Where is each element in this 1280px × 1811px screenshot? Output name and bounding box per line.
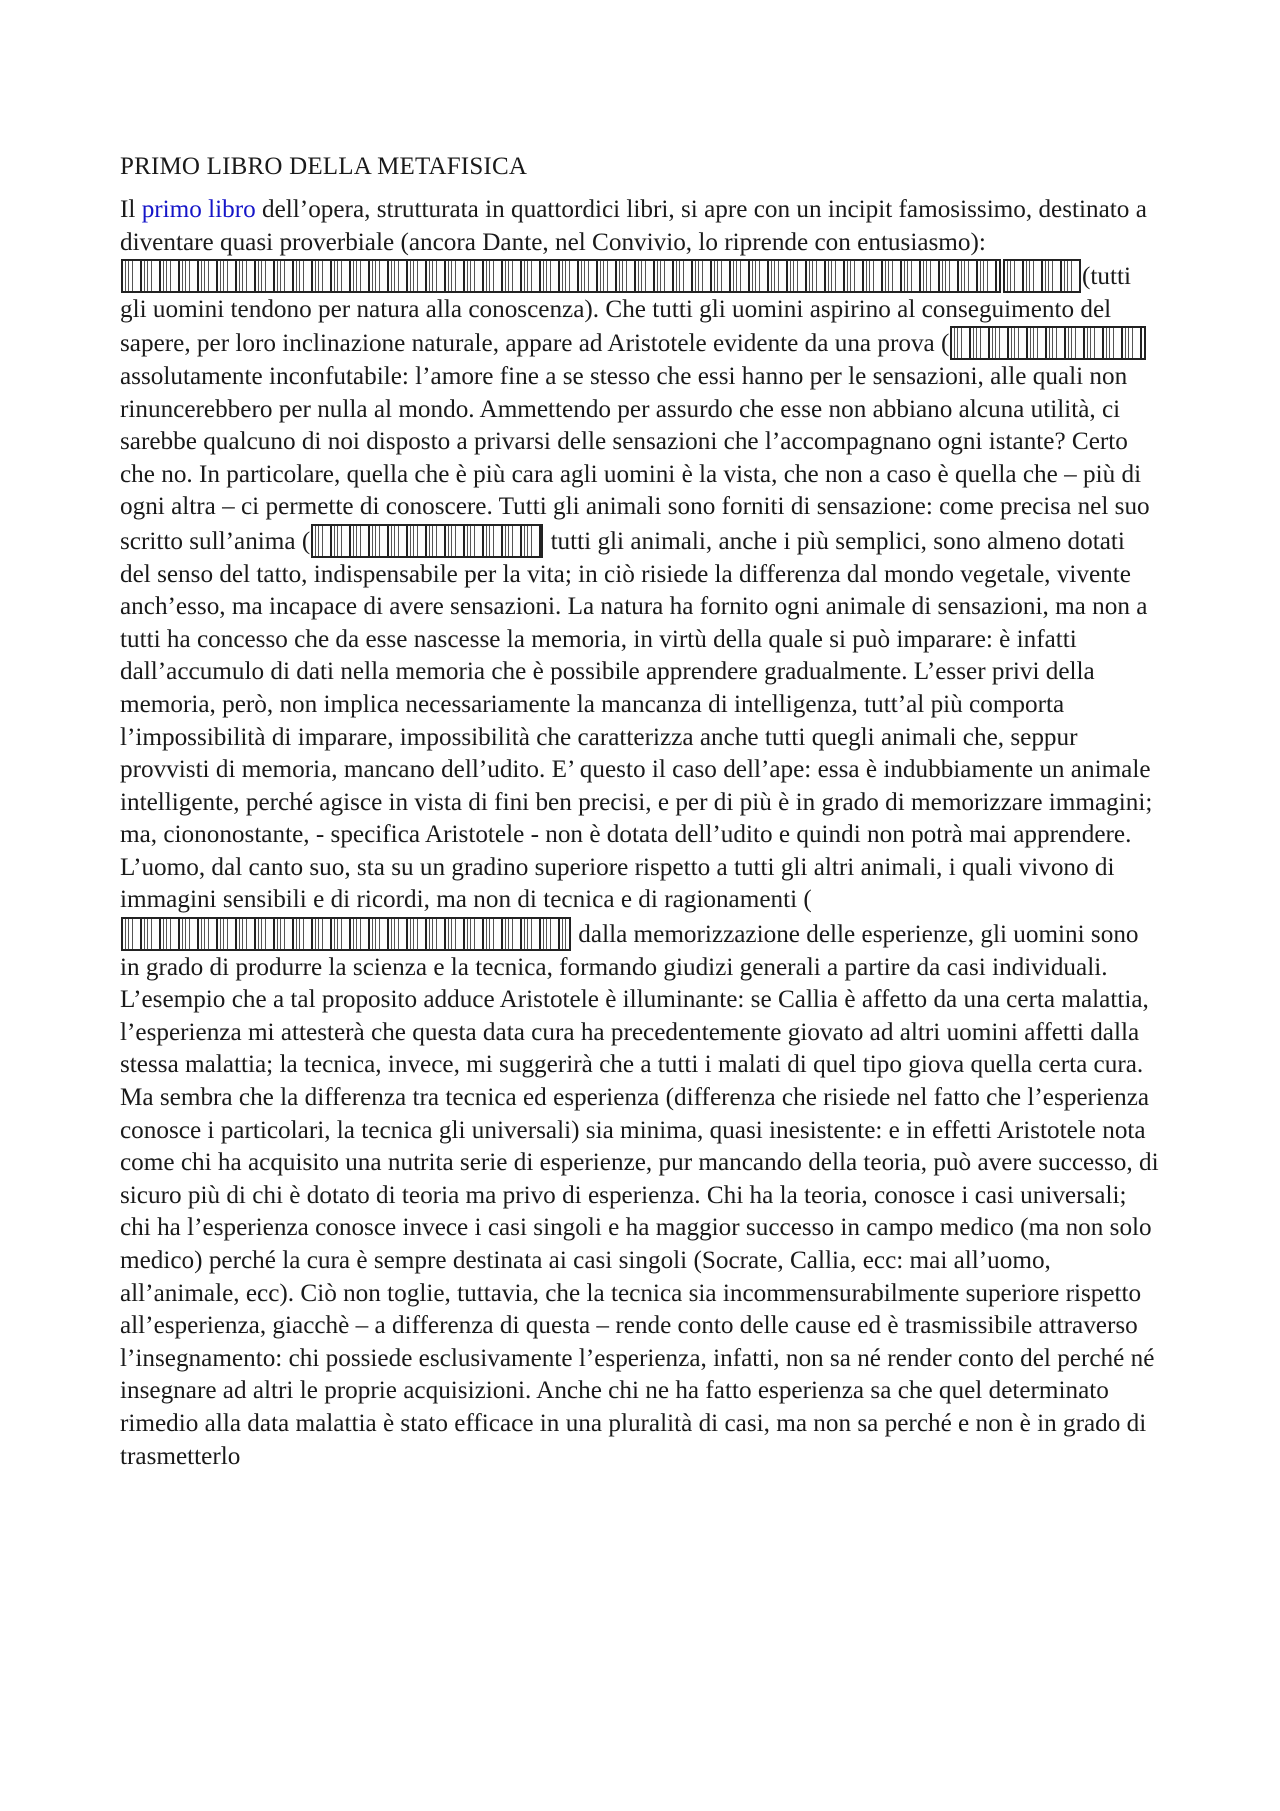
body-paragraph (120, 194, 1160, 1473)
text-run-4: tutti gli animali, anche i più semplici, sono almeno dotati del senso del tatto, indispensabile per la vita; in ciò risiede la differenza dal mondo vegetale, vivente anch’esso, ma incapace di avere sensazioni. La natura ha fornito ogni animale di sensazioni, ma non a tutti ha concesso che da esse nascesse la memoria, in virtù della quale si può imparare: è infatti dall’accumulo di dati nella memoria che è possibile apprendere gradualmente. L’esser privi della memoria, però, non implica necessariamente la mancanza di intelligenza, tutt’al più comporta l’impossibilità di imparare, impossibilità che caratterizza anche tutti quegli animali che, seppur provvisti di memoria, mancano dell’udito. E’ questo il caso dell’ape: essa è indubbiamente un animale intelligente, perché agisce in vista di fini ben precisi, e per di più è in grado di memorizzare immagini; ma, ciononostante, - specifica Aristotele - non è dotata dell’udito e quindi non potrà mai apprendere. L’uomo, dal canto suo, sta su un gradino superiore rispetto a tutti gli altri animali, i quali vivono di immagini sensibili e di ricordi, ma non di tecnica e di ragionamenti ( (120, 527, 1153, 914)
document-page (120, 150, 1160, 1473)
text-run-1: dell’opera, strutturata in quattordici libri, si apre con un incipit famosissimo, destinato a diventare quasi proverbiale (ancora Dante, nel Convivio, lo riprende con entusiasmo): (120, 196, 1147, 256)
missing-glyph-greek-quote-1 (121, 259, 1001, 293)
missing-glyph-greek-term-prova (950, 326, 1146, 360)
page-title: PRIMO LIBRO DELLA METAFISICA (120, 153, 528, 180)
missing-glyph-greek-term-tecnica (121, 917, 571, 951)
text-run-5: dalla memorizzazione delle esperienze, gli uomini sono in grado di produrre la scienza e la tecnica, formando giudizi generali a partire da casi individuali. L’esempio che a tal proposito adduce Aristotele è illuminante: se Callia è affetto da una certa malattia, l’esperienza mi attesterà che questa data cura ha precedentemente giovato ad altri uomini affetti dalla stessa malattia; la tecnica, invece, mi suggerirà che a tutti i malati di quel tipo giova quella certa cura. Ma sembra che la differenza tra tecnica ed esperienza (differenza che risiede nel fatto che l’esperienza conosce i particolari, la tecnica gli universali) sia minima, quasi inesistente: e in effetti Aristotele nota come chi ha acquisito una nutrita serie di esperienze, pur mancando della teoria, può avere successo, di sicuro più di chi è dotato di teoria ma privo di esperienza. Chi ha la teoria, conosce i casi universali; chi ha l’esperienza conosce invece i casi singoli e ha maggior successo in campo medico (ma non solo medico) perché la cura è sempre destinata ai casi singoli (Socrate, Callia, ecc: mai all’uomo, all’animale, ecc). Ciò non toglie, tuttavia, che la tecnica sia incommensurabilmente superiore rispetto all’esperienza, giacchè – a differenza di questa – rende conto delle cause ed è trasmissibile attraverso l’insegnamento: chi possiede esclusivamente l’esperienza, infatti, non sa né render conto del perché né insegnare ad altri le proprie acquisizioni. Anche chi ne ha fatto esperienza sa che quel determinato rimedio alla data malattia è stato efficace in una pluralità di casi, ma non sa perché e non è in grado di trasmetterlo (120, 921, 1159, 1470)
primo-libro-link[interactable]: primo libro (141, 196, 256, 223)
text-run-2: (tutti gli uomini tendono per natura alla conoscenza). Che tutti gli uomini aspirino al conseguimento del sapere, per loro inclinazione naturale, appare ad Aristotele evidente da una prova ( (120, 263, 1131, 358)
text-run-3: assolutamente inconfutabile: l’amore fine a se stesso che essi hanno per le sensazioni, alle quali non rinuncerebbero per nulla al mondo. Ammettendo per assurdo che esse non abbiano alcuna utilità, ci sarebbe qualcuno di noi disposto a privarsi delle sensazioni che l’accompagnano ogni istante? Certo che no. In particolare, quella che è più cara agli uomini è la vista, che non a caso è quella che – più di ogni altra – ci permette di conoscere. Tutti gli animali sono forniti di sensazione: come precisa nel suo scritto sull’anima ( (120, 362, 1150, 555)
text-run-intro: Il (120, 196, 142, 223)
missing-glyph-greek-title-anima (311, 524, 543, 558)
missing-glyph-greek-quote-2 (1003, 259, 1081, 293)
